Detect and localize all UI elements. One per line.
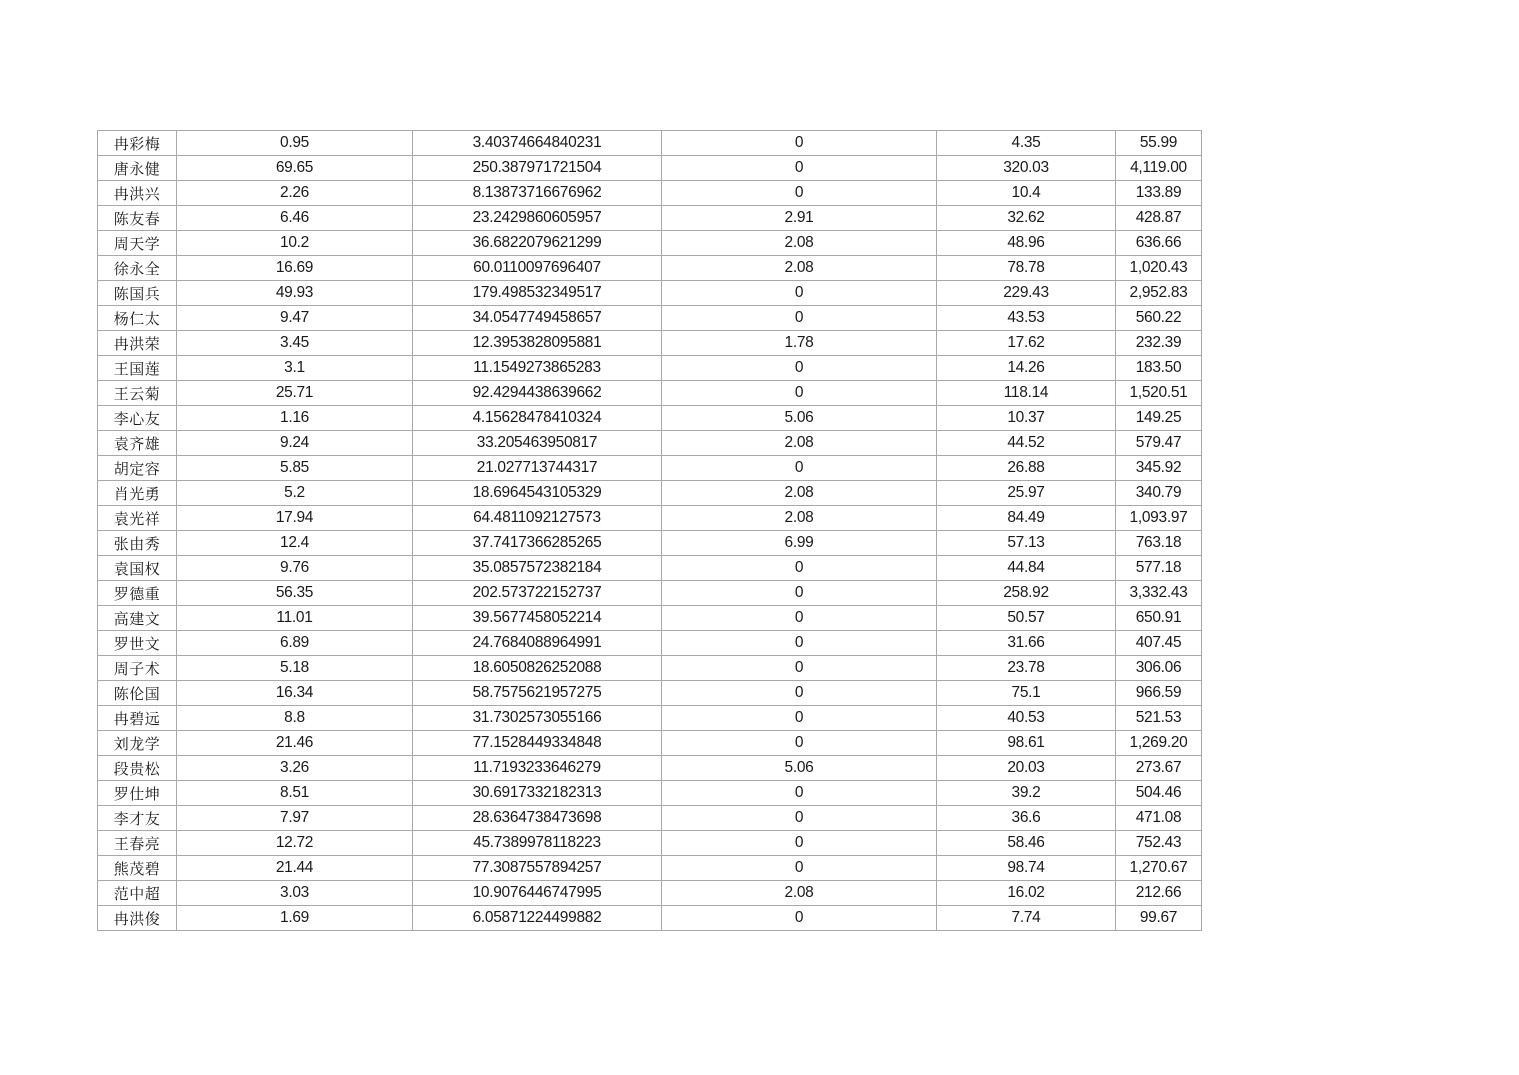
table-row xyxy=(98,531,1202,556)
name-cell: 罗德重 xyxy=(98,581,177,606)
value-cell-5: 1,093.97 xyxy=(1116,506,1202,531)
value-cell-5: 1,270.67 xyxy=(1116,856,1202,881)
value-cell-2: 18.6050826252088 xyxy=(413,656,662,681)
value-cell-2: 36.6822079621299 xyxy=(413,231,662,256)
name-cell: 范中超 xyxy=(98,881,177,906)
value-cell-5: 212.66 xyxy=(1116,881,1202,906)
value-cell-1: 5.18 xyxy=(177,656,413,681)
table-row xyxy=(98,506,1202,531)
value-cell-5: 55.99 xyxy=(1116,131,1202,156)
value-cell-3: 0 xyxy=(662,156,937,181)
value-cell-3: 0 xyxy=(662,381,937,406)
value-cell-5: 966.59 xyxy=(1116,681,1202,706)
table-row xyxy=(98,781,1202,806)
value-cell-3: 0 xyxy=(662,831,937,856)
value-cell-4: 14.26 xyxy=(937,356,1116,381)
value-cell-2: 11.7193233646279 xyxy=(413,756,662,781)
value-cell-4: 258.92 xyxy=(937,581,1116,606)
value-cell-1: 1.69 xyxy=(177,906,413,931)
table-row xyxy=(98,581,1202,606)
value-cell-4: 16.02 xyxy=(937,881,1116,906)
table-row xyxy=(98,356,1202,381)
value-cell-5: 428.87 xyxy=(1116,206,1202,231)
table-row xyxy=(98,331,1202,356)
value-cell-4: 118.14 xyxy=(937,381,1116,406)
name-cell: 周子术 xyxy=(98,656,177,681)
value-cell-3: 0 xyxy=(662,581,937,606)
value-cell-5: 650.91 xyxy=(1116,606,1202,631)
value-cell-2: 34.0547749458657 xyxy=(413,306,662,331)
value-cell-1: 49.93 xyxy=(177,281,413,306)
value-cell-4: 229.43 xyxy=(937,281,1116,306)
value-cell-5: 149.25 xyxy=(1116,406,1202,431)
value-cell-5: 752.43 xyxy=(1116,831,1202,856)
value-cell-5: 3,332.43 xyxy=(1116,581,1202,606)
name-cell: 肖光勇 xyxy=(98,481,177,506)
value-cell-2: 8.13873716676962 xyxy=(413,181,662,206)
value-cell-5: 345.92 xyxy=(1116,456,1202,481)
value-cell-4: 75.1 xyxy=(937,681,1116,706)
name-cell: 杨仁太 xyxy=(98,306,177,331)
table-body xyxy=(98,131,1202,931)
value-cell-5: 2,952.83 xyxy=(1116,281,1202,306)
value-cell-1: 3.45 xyxy=(177,331,413,356)
table-row xyxy=(98,681,1202,706)
table-row xyxy=(98,706,1202,731)
table-row xyxy=(98,156,1202,181)
value-cell-3: 2.91 xyxy=(662,206,937,231)
value-cell-3: 0 xyxy=(662,181,937,206)
name-cell: 李才友 xyxy=(98,806,177,831)
table-row xyxy=(98,206,1202,231)
name-cell: 袁光祥 xyxy=(98,506,177,531)
table-row xyxy=(98,906,1202,931)
value-cell-4: 39.2 xyxy=(937,781,1116,806)
value-cell-5: 471.08 xyxy=(1116,806,1202,831)
table-row xyxy=(98,281,1202,306)
value-cell-2: 23.2429860605957 xyxy=(413,206,662,231)
value-cell-5: 521.53 xyxy=(1116,706,1202,731)
value-cell-3: 5.06 xyxy=(662,756,937,781)
value-cell-4: 84.49 xyxy=(937,506,1116,531)
value-cell-2: 35.0857572382184 xyxy=(413,556,662,581)
value-cell-5: 504.46 xyxy=(1116,781,1202,806)
value-cell-2: 179.498532349517 xyxy=(413,281,662,306)
value-cell-2: 24.7684088964991 xyxy=(413,631,662,656)
value-cell-5: 340.79 xyxy=(1116,481,1202,506)
name-cell: 唐永健 xyxy=(98,156,177,181)
value-cell-4: 10.37 xyxy=(937,406,1116,431)
value-cell-4: 23.78 xyxy=(937,656,1116,681)
value-cell-3: 0 xyxy=(662,306,937,331)
value-cell-1: 56.35 xyxy=(177,581,413,606)
value-cell-2: 202.573722152737 xyxy=(413,581,662,606)
value-cell-4: 44.84 xyxy=(937,556,1116,581)
value-cell-4: 31.66 xyxy=(937,631,1116,656)
value-cell-4: 25.97 xyxy=(937,481,1116,506)
name-cell: 徐永全 xyxy=(98,256,177,281)
value-cell-4: 20.03 xyxy=(937,756,1116,781)
value-cell-2: 31.7302573055166 xyxy=(413,706,662,731)
name-cell: 陈国兵 xyxy=(98,281,177,306)
value-cell-1: 16.34 xyxy=(177,681,413,706)
value-cell-1: 3.26 xyxy=(177,756,413,781)
table-row xyxy=(98,731,1202,756)
name-cell: 王春亮 xyxy=(98,831,177,856)
value-cell-5: 560.22 xyxy=(1116,306,1202,331)
value-cell-2: 30.6917332182313 xyxy=(413,781,662,806)
value-cell-2: 33.205463950817 xyxy=(413,431,662,456)
value-cell-4: 48.96 xyxy=(937,231,1116,256)
value-cell-1: 11.01 xyxy=(177,606,413,631)
value-cell-2: 250.387971721504 xyxy=(413,156,662,181)
value-cell-1: 9.24 xyxy=(177,431,413,456)
table-row xyxy=(98,406,1202,431)
value-cell-3: 2.08 xyxy=(662,431,937,456)
table-row xyxy=(98,256,1202,281)
value-cell-5: 577.18 xyxy=(1116,556,1202,581)
value-cell-5: 579.47 xyxy=(1116,431,1202,456)
value-cell-5: 232.39 xyxy=(1116,331,1202,356)
table-row xyxy=(98,656,1202,681)
table-row xyxy=(98,631,1202,656)
value-cell-4: 44.52 xyxy=(937,431,1116,456)
value-cell-1: 3.03 xyxy=(177,881,413,906)
value-cell-4: 78.78 xyxy=(937,256,1116,281)
value-cell-5: 133.89 xyxy=(1116,181,1202,206)
table-row xyxy=(98,431,1202,456)
name-cell: 冉洪荣 xyxy=(98,331,177,356)
value-cell-1: 16.69 xyxy=(177,256,413,281)
table-row xyxy=(98,756,1202,781)
name-cell: 袁齐雄 xyxy=(98,431,177,456)
value-cell-1: 2.26 xyxy=(177,181,413,206)
name-cell: 袁国权 xyxy=(98,556,177,581)
value-cell-2: 39.5677458052214 xyxy=(413,606,662,631)
value-cell-1: 8.8 xyxy=(177,706,413,731)
value-cell-1: 6.89 xyxy=(177,631,413,656)
name-cell: 冉彩梅 xyxy=(98,131,177,156)
value-cell-1: 17.94 xyxy=(177,506,413,531)
value-cell-2: 45.7389978118223 xyxy=(413,831,662,856)
value-cell-4: 320.03 xyxy=(937,156,1116,181)
value-cell-3: 0 xyxy=(662,856,937,881)
table-row xyxy=(98,306,1202,331)
value-cell-2: 21.027713744317 xyxy=(413,456,662,481)
value-cell-2: 92.4294438639662 xyxy=(413,381,662,406)
table-row xyxy=(98,481,1202,506)
data-table xyxy=(97,130,1202,931)
table-row xyxy=(98,806,1202,831)
value-cell-5: 407.45 xyxy=(1116,631,1202,656)
value-cell-4: 4.35 xyxy=(937,131,1116,156)
name-cell: 王国莲 xyxy=(98,356,177,381)
value-cell-2: 10.9076446747995 xyxy=(413,881,662,906)
table-row xyxy=(98,456,1202,481)
value-cell-3: 0 xyxy=(662,706,937,731)
value-cell-4: 50.57 xyxy=(937,606,1116,631)
name-cell: 冉洪兴 xyxy=(98,181,177,206)
value-cell-5: 1,020.43 xyxy=(1116,256,1202,281)
value-cell-2: 28.6364738473698 xyxy=(413,806,662,831)
table-row xyxy=(98,181,1202,206)
table-row xyxy=(98,881,1202,906)
table-row xyxy=(98,856,1202,881)
table-row xyxy=(98,131,1202,156)
value-cell-4: 98.61 xyxy=(937,731,1116,756)
value-cell-2: 4.15628478410324 xyxy=(413,406,662,431)
value-cell-1: 9.47 xyxy=(177,306,413,331)
value-cell-1: 21.44 xyxy=(177,856,413,881)
value-cell-3: 0 xyxy=(662,606,937,631)
value-cell-1: 6.46 xyxy=(177,206,413,231)
value-cell-5: 4,119.00 xyxy=(1116,156,1202,181)
name-cell: 罗世文 xyxy=(98,631,177,656)
value-cell-2: 77.1528449334848 xyxy=(413,731,662,756)
value-cell-1: 8.51 xyxy=(177,781,413,806)
name-cell: 高建文 xyxy=(98,606,177,631)
name-cell: 李心友 xyxy=(98,406,177,431)
value-cell-1: 5.85 xyxy=(177,456,413,481)
name-cell: 罗仕坤 xyxy=(98,781,177,806)
value-cell-3: 0 xyxy=(662,281,937,306)
value-cell-2: 18.6964543105329 xyxy=(413,481,662,506)
value-cell-2: 60.0110097696407 xyxy=(413,256,662,281)
table-row xyxy=(98,831,1202,856)
value-cell-4: 7.74 xyxy=(937,906,1116,931)
value-cell-1: 25.71 xyxy=(177,381,413,406)
value-cell-2: 12.3953828095881 xyxy=(413,331,662,356)
value-cell-5: 183.50 xyxy=(1116,356,1202,381)
value-cell-3: 0 xyxy=(662,781,937,806)
value-cell-4: 10.4 xyxy=(937,181,1116,206)
value-cell-4: 98.74 xyxy=(937,856,1116,881)
value-cell-3: 0 xyxy=(662,556,937,581)
value-cell-2: 6.05871224499882 xyxy=(413,906,662,931)
value-cell-3: 6.99 xyxy=(662,531,937,556)
value-cell-4: 36.6 xyxy=(937,806,1116,831)
name-cell: 熊茂碧 xyxy=(98,856,177,881)
value-cell-3: 5.06 xyxy=(662,406,937,431)
value-cell-5: 1,269.20 xyxy=(1116,731,1202,756)
value-cell-1: 1.16 xyxy=(177,406,413,431)
name-cell: 张由秀 xyxy=(98,531,177,556)
value-cell-5: 306.06 xyxy=(1116,656,1202,681)
value-cell-1: 7.97 xyxy=(177,806,413,831)
table-row xyxy=(98,381,1202,406)
value-cell-5: 1,520.51 xyxy=(1116,381,1202,406)
name-cell: 胡定容 xyxy=(98,456,177,481)
value-cell-1: 9.76 xyxy=(177,556,413,581)
value-cell-4: 58.46 xyxy=(937,831,1116,856)
table-row xyxy=(98,556,1202,581)
value-cell-4: 43.53 xyxy=(937,306,1116,331)
name-cell: 王云菊 xyxy=(98,381,177,406)
value-cell-4: 26.88 xyxy=(937,456,1116,481)
value-cell-3: 0 xyxy=(662,631,937,656)
value-cell-1: 3.1 xyxy=(177,356,413,381)
value-cell-3: 0 xyxy=(662,656,937,681)
name-cell: 段贵松 xyxy=(98,756,177,781)
value-cell-2: 11.1549273865283 xyxy=(413,356,662,381)
value-cell-3: 1.78 xyxy=(662,331,937,356)
name-cell: 陈伦国 xyxy=(98,681,177,706)
value-cell-2: 77.3087557894257 xyxy=(413,856,662,881)
value-cell-3: 2.08 xyxy=(662,881,937,906)
value-cell-1: 5.2 xyxy=(177,481,413,506)
value-cell-3: 0 xyxy=(662,356,937,381)
value-cell-3: 0 xyxy=(662,681,937,706)
value-cell-2: 3.40374664840231 xyxy=(413,131,662,156)
value-cell-1: 10.2 xyxy=(177,231,413,256)
value-cell-3: 0 xyxy=(662,131,937,156)
value-cell-4: 32.62 xyxy=(937,206,1116,231)
value-cell-2: 64.4811092127573 xyxy=(413,506,662,531)
value-cell-3: 2.08 xyxy=(662,256,937,281)
value-cell-3: 0 xyxy=(662,906,937,931)
value-cell-1: 12.4 xyxy=(177,531,413,556)
name-cell: 周天学 xyxy=(98,231,177,256)
name-cell: 冉碧远 xyxy=(98,706,177,731)
value-cell-5: 99.67 xyxy=(1116,906,1202,931)
value-cell-3: 2.08 xyxy=(662,481,937,506)
value-cell-3: 0 xyxy=(662,456,937,481)
value-cell-1: 0.95 xyxy=(177,131,413,156)
value-cell-3: 0 xyxy=(662,806,937,831)
value-cell-3: 2.08 xyxy=(662,231,937,256)
value-cell-2: 37.7417366285265 xyxy=(413,531,662,556)
value-cell-4: 40.53 xyxy=(937,706,1116,731)
name-cell: 陈友春 xyxy=(98,206,177,231)
value-cell-5: 636.66 xyxy=(1116,231,1202,256)
value-cell-1: 69.65 xyxy=(177,156,413,181)
value-cell-5: 763.18 xyxy=(1116,531,1202,556)
value-cell-3: 0 xyxy=(662,731,937,756)
value-cell-4: 57.13 xyxy=(937,531,1116,556)
value-cell-1: 12.72 xyxy=(177,831,413,856)
name-cell: 刘龙学 xyxy=(98,731,177,756)
table-row xyxy=(98,231,1202,256)
value-cell-4: 17.62 xyxy=(937,331,1116,356)
value-cell-5: 273.67 xyxy=(1116,756,1202,781)
name-cell: 冉洪俊 xyxy=(98,906,177,931)
value-cell-3: 2.08 xyxy=(662,506,937,531)
value-cell-2: 58.7575621957275 xyxy=(413,681,662,706)
value-cell-1: 21.46 xyxy=(177,731,413,756)
table-row xyxy=(98,606,1202,631)
